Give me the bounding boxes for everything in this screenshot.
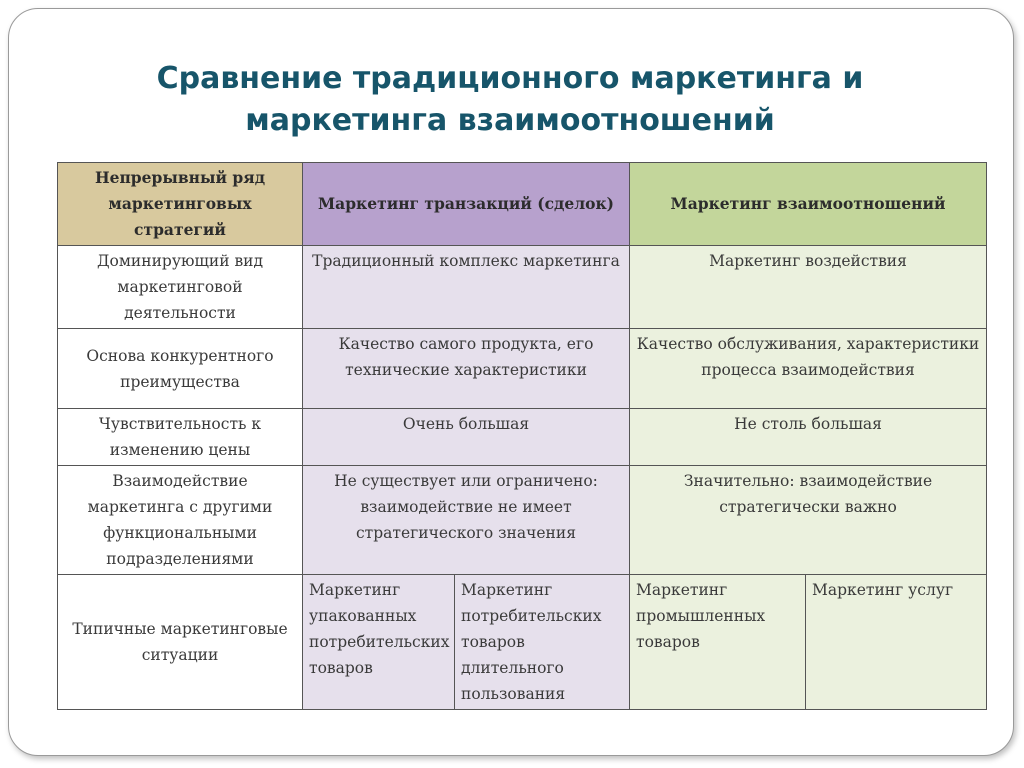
row-criterion: Доминирующий вид маркетинговой деятельности: [58, 246, 303, 329]
comparison-table: [57, 162, 987, 710]
table-row: [58, 466, 987, 575]
table-row: [58, 246, 987, 329]
row-criterion: Взаимодействие маркетинга с другими функциональными подразделениями: [58, 466, 303, 575]
table-row: [58, 329, 987, 409]
slide-title: [130, 58, 890, 142]
slide-title-line-2: маркетинга взаимоотношений: [245, 103, 775, 138]
row-relationship-value: Значительно: взаимодействие стратегически важно: [630, 466, 987, 575]
header-transaction: Маркетинг транзакций (сделок): [303, 163, 630, 246]
typical-relationship-2: Маркетинг услуг: [806, 575, 987, 710]
row-transaction-value: Традиционный комплекс маркетинга: [303, 246, 630, 329]
row-relationship-value: Маркетинг воздействия: [630, 246, 987, 329]
row-transaction-value: Не существует или ограничено: взаимодействие не имеет стратегического значения: [303, 466, 630, 575]
row-relationship-value: Не столь большая: [630, 409, 987, 466]
row-transaction-value: Очень большая: [303, 409, 630, 466]
row-relationship-value: Качество обслуживания, характеристики процесса взаимодействия: [630, 329, 987, 409]
row-criterion: Чувствительность к изменению цены: [58, 409, 303, 466]
header-strategy: Непрерывный ряд маркетинговых стратегий: [58, 163, 303, 246]
header-relationship: Маркетинг взаимоотношений: [630, 163, 987, 246]
typical-transaction-1: Маркетинг упакованных потребительских товаров: [303, 575, 455, 710]
table-header-row: [58, 163, 987, 246]
typical-relationship-1: Маркетинг промышленных товаров: [630, 575, 806, 710]
table-row: [58, 409, 987, 466]
row-transaction-value: Качество самого продукта, его технические характеристики: [303, 329, 630, 409]
table-row-typical: [58, 575, 987, 710]
typical-transaction-2: Маркетинг потребительских товаров длительного пользования: [455, 575, 630, 710]
slide-title-line-1: Сравнение традиционного маркетинга и: [156, 61, 864, 96]
row-criterion: Основа конкурентного преимущества: [58, 329, 303, 409]
row-criterion: Типичные маркетинговые ситуации: [58, 575, 303, 710]
